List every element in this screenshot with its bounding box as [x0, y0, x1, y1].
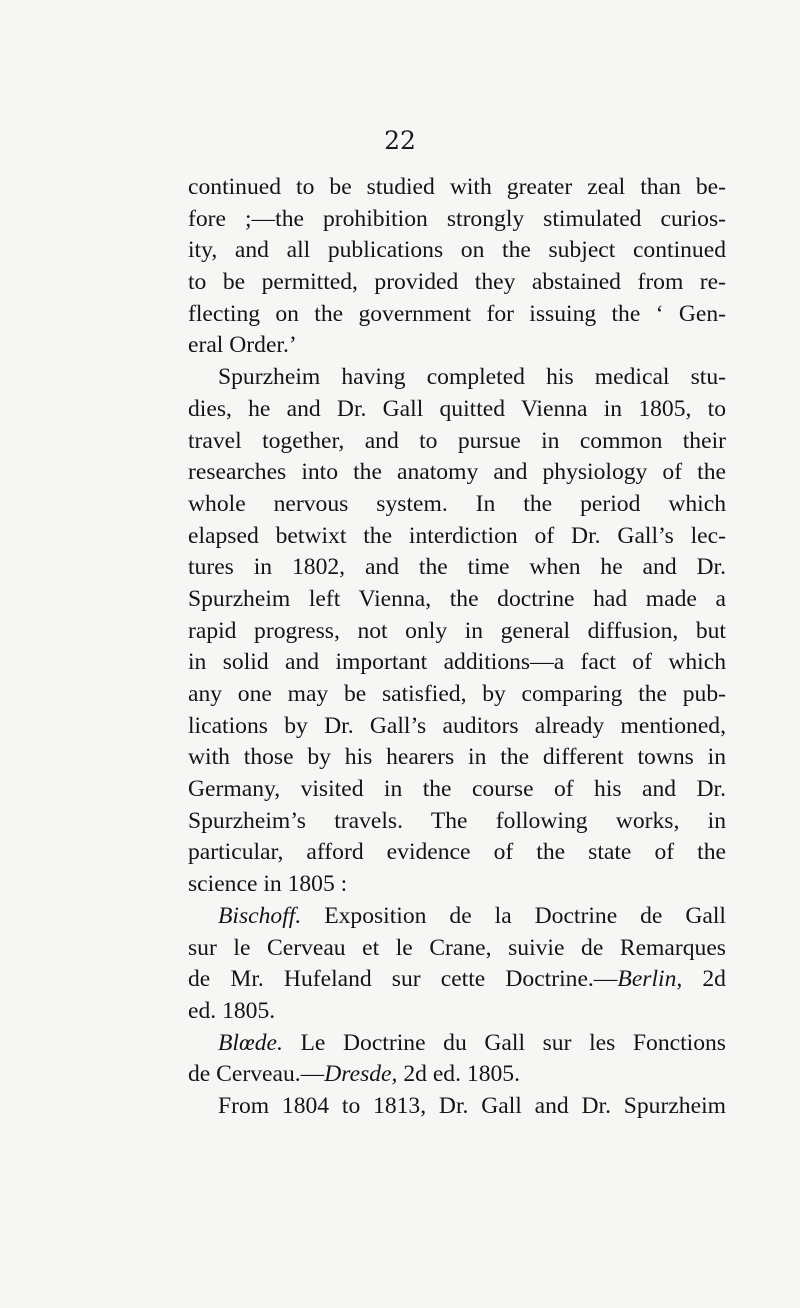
- text-line: continued to be studied with greater zeal than be-: [188, 174, 726, 200]
- author-name: Blœde.: [218, 1029, 283, 1056]
- text-line: particular, afford evidence of the state of the: [188, 839, 726, 866]
- text-line: Germany, visited in the course of his and Dr.: [188, 776, 726, 803]
- entry-title: de Mr. Hufeland sur cette Doctrine.—: [188, 966, 618, 993]
- text-line: Spurzheim’s travels. The following works, in: [188, 807, 726, 834]
- text-line: From 1804 to 1813, Dr. Gall and Dr. Spurzheim: [218, 1092, 726, 1119]
- text-line: rapid progress, not only in general diffusion, but: [188, 617, 726, 644]
- text-line: science in 1805 :: [188, 871, 348, 898]
- bibliography-imprint: [188, 1059, 726, 1091]
- text-line: travel together, and to pursue in common their: [188, 427, 726, 454]
- text-line: eral Order.’: [188, 332, 297, 359]
- entry-title: Exposition de la Doctrine de Gall: [301, 902, 726, 929]
- text-line: with those by his hearers in the different towns in: [188, 744, 726, 771]
- edition: 2d: [682, 966, 726, 993]
- text-line: ed. 1805.: [188, 997, 276, 1024]
- text-line: lications by Dr. Gall’s auditors already mentioned,: [188, 712, 726, 739]
- bibliography-imprint: [188, 964, 726, 996]
- text-line: Spurzheim having completed his medical stu-: [218, 364, 726, 391]
- publication-place: Dresde,: [324, 1061, 398, 1088]
- publication-place: Berlin,: [617, 966, 683, 993]
- text-line: fore ;—the prohibition strongly stimulated curios-: [188, 205, 726, 232]
- body-text: [188, 172, 726, 1123]
- author-name: Bischoff.: [218, 902, 302, 929]
- text-line: flecting on the government for issuing the ‘ Gen-: [188, 300, 726, 327]
- text-line: dies, he and Dr. Gall quitted Vienna in 1805, to: [188, 395, 726, 422]
- text-line: to be permitted, provided they abstained from re-: [188, 269, 726, 296]
- edition: 2d ed. 1805.: [397, 1061, 520, 1088]
- text-line: sur le Cerveau et le Crane, suivie de Remarques: [188, 934, 726, 961]
- text-line: whole nervous system. In the period which: [188, 490, 726, 517]
- entry-title: Le Doctrine du Gall sur les Fonctions: [282, 1029, 726, 1056]
- bibliography-entry-bischoff: [188, 901, 726, 933]
- text-line: researches into the anatomy and physiology of the: [188, 459, 726, 486]
- text-line: ity, and all publications on the subject continued: [188, 237, 726, 264]
- text-line: Spurzheim left Vienna, the doctrine had made a: [188, 585, 726, 612]
- bibliography-entry-bloede: [188, 1028, 726, 1060]
- text-line: any one may be satisfied, by comparing the pub-: [188, 681, 726, 707]
- entry-title: de Cerveau.—: [188, 1061, 325, 1088]
- text-line: in solid and important additions—a fact of which: [188, 649, 726, 676]
- text-line: tures in 1802, and the time when he and Dr.: [188, 554, 726, 581]
- page-number: 22: [384, 126, 416, 155]
- text-line: elapsed betwixt the interdiction of Dr. Gall’s lec-: [188, 522, 726, 549]
